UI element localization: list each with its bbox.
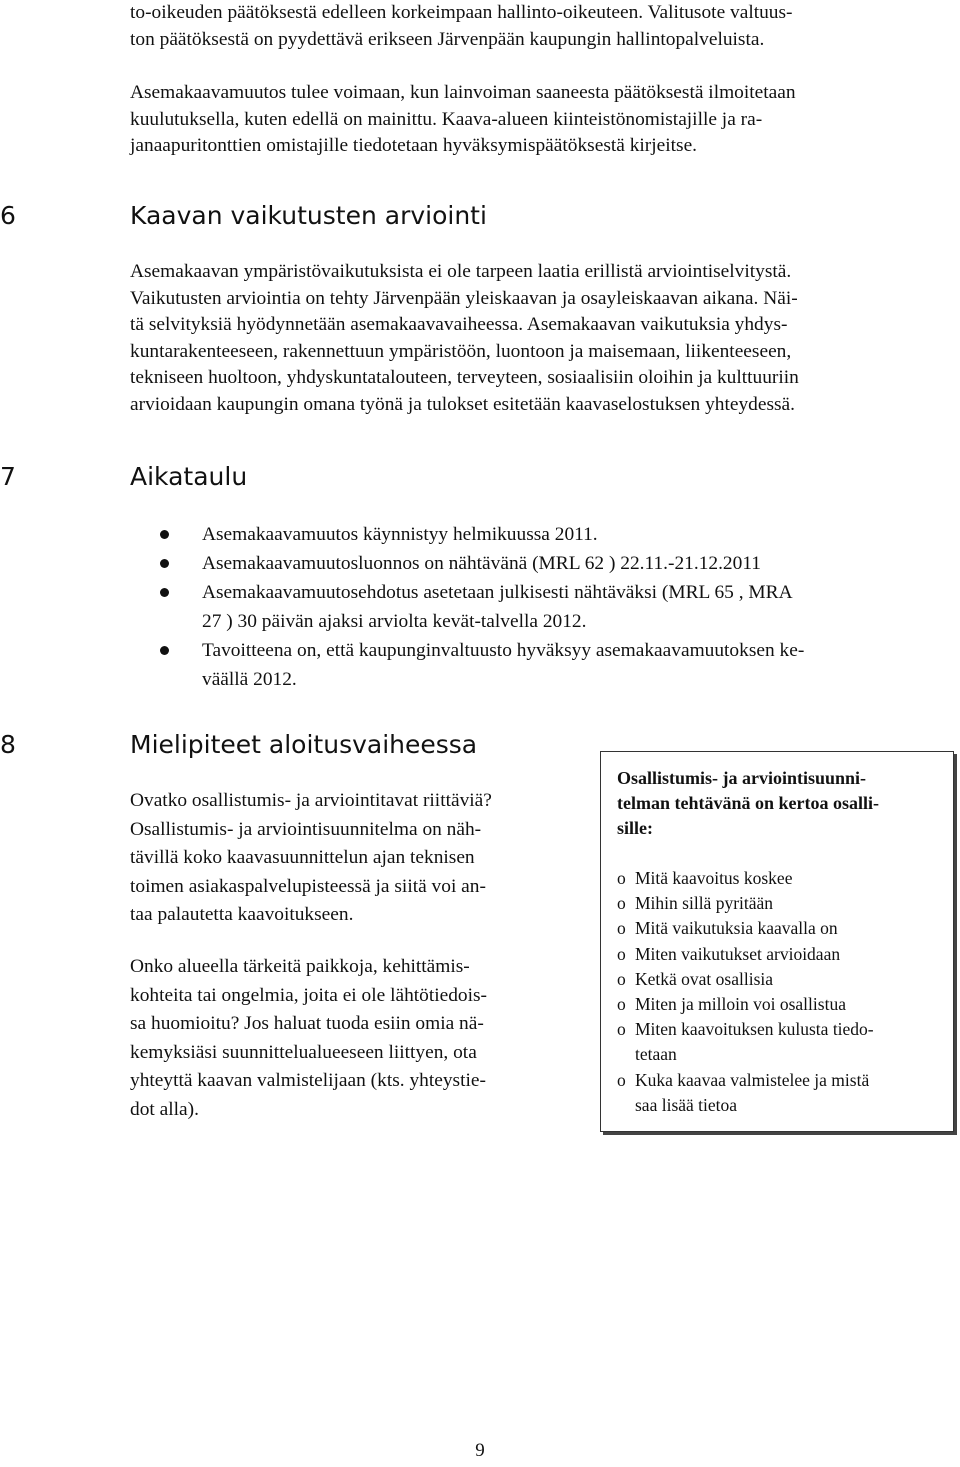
section-number: 6 [0,201,16,230]
list-item: o Kuka kaavaa valmistelee ja mistä saa lisää tietoa [617,1069,870,1115]
box-title: Osallistumis- ja arviointisuunni- telman tehtävänä on kertoa osalli- sille: [617,768,879,838]
box-list [617,866,874,1118]
circle-bullet-icon: o [617,943,626,964]
intro-paragraph-2: Asemakaavamuutos tulee voimaan, kun lainvoiman saaneesta päätöksestä ilmoitetaan kuulutuksella, kuten edellä on mainittu. Kaava-alueen kiinteistönomistajille ja ra- janaapuritonttien omistajille tiedotetaan hyväksymispäätöksestä kirjeitse. [130,82,796,156]
schedule-list [130,520,950,694]
circle-bullet-icon: o [617,968,626,989]
section-number: 7 [0,462,16,491]
bullet-icon [160,646,169,655]
list-item: o Miten vaikutukset arvioidaan [617,942,874,967]
bullet-icon [160,588,169,597]
section-8-paragraph-2: Onko alueella tärkeitä paikkoja, kehittämis- kohteita tai ongelmia, joita ei ole lähtötiedois- sa huomioitu? Jos haluat tuoda esiin omia nä- kemyksiäsi suunnittelualueeseen liittyen, ota yhteyttä kaavan valmistelijaan (kts. yhteystie- dot alla). [130,956,488,1120]
list-item: Asemakaavamuutosluonnos on nähtävänä (MRL 62 ) 22.11.-21.12.2011 [130,549,950,578]
section-title: Aikataulu [130,462,248,491]
intro-paragraph-1: to-oikeuden päätöksestä edelleen korkeimpaan hallinto-oikeuteen. Valitusote valtuus- ton päätöksestä on pyydettävä erikseen Järvenpään kaupungin hallintopalveluista. [130,2,793,50]
bullet-icon [160,530,169,539]
bullet-icon [160,559,169,568]
circle-bullet-icon: o [617,868,626,888]
page-number: 9 [475,1440,485,1461]
circle-bullet-icon: o [617,893,626,914]
participation-plan-box [600,751,954,1132]
circle-bullet-icon: o [617,1019,626,1040]
list-item: o Mitä vaikutuksia kaavalla on [617,916,874,941]
section-title: Mielipiteet aloitusvaiheessa [130,730,478,759]
list-item: Tavoitteena on, että kaupunginvaltuusto hyväksyy asemakaavamuutoksen ke- väällä 2012. [130,636,950,694]
list-item: Asemakaavamuutosehdotus asetetaan julkisesti nähtäväksi (MRL 65 , MRA 27 ) 30 päivän ajaksi arviolta kevät-talvella 2012. [130,578,950,636]
section-6-body: Asemakaavan ympäristövaikutuksista ei ole tarpeen laatia erillistä arviointiselvitystä. Vaikutusten arviointia on tehty Järvenpään yleiskaavan ja osayleiskaavan aikana. Näi- tä selvityksiä hyödynnetään asemakaavavaiheessa. Asemakaavan vaikutuksia yhdys- kuntarakenteeseen, rakennettuun ympäristöön, luontoon ja maisemaan, liikenteeseen, tekniseen huoltoon, yhdyskuntatalouteen, terveyteen, sosiaalisiin oloihin ja kulttuuriin arvioidaan kaupungin omana työnä ja tulokset esitetään kaavaselostuksen yhteydessä. [130,261,799,415]
list-item: o Ketkä ovat osallisia [617,967,874,992]
circle-bullet-icon: o [617,1069,626,1090]
list-item: o Mihin sillä pyritään [617,891,874,916]
list-item: Asemakaavamuutos käynnistyy helmikuussa 2011. [130,520,950,549]
list-item: o Mitä kaavoitus koskee [617,866,874,891]
section-number: 8 [0,730,16,759]
section-8-paragraph-1: Ovatko osallistumis- ja arviointitavat riittäviä? Osallistumis- ja arviointisuunnitelma on näh- tävillä koko kaavasuunnittelun ajan teknisen toimen asiakaspalvelupisteessä ja siitä voi an- taa palautetta kaavoitukseen. [130,790,492,926]
list-item: o Miten ja milloin voi osallistua [617,992,874,1017]
circle-bullet-icon: o [617,918,626,939]
list-item: o Miten kaavoituksen kulusta tiedo- tetaan [617,1019,874,1065]
circle-bullet-icon: o [617,994,626,1015]
section-title: Kaavan vaikutusten arviointi [130,201,487,230]
